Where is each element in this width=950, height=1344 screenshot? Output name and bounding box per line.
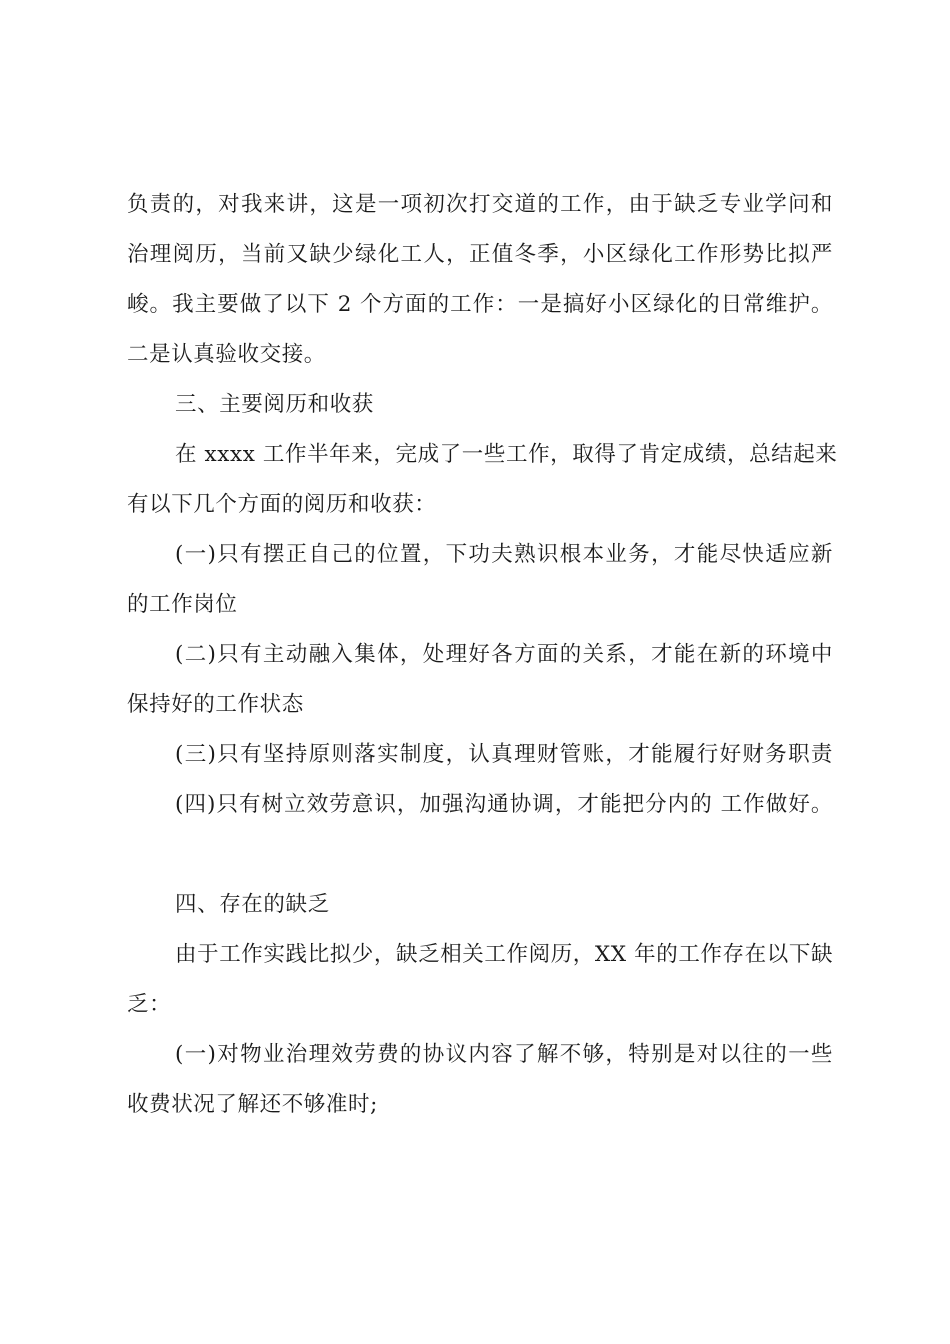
paragraph-line: 二是认真验收交接。 — [127, 342, 326, 367]
list-item-line: (二)只有主动融入集体，处理好各方面的关系，才能在新的环境中 — [175, 642, 833, 667]
paragraph-line: 由于工作实践比拟少，缺乏相关工作阅历，XX 年的工作存在以下缺 — [175, 942, 834, 967]
paragraph-line: 在 xxxx 工作半年来，完成了一些工作，取得了肯定成绩，总结起来 — [175, 442, 838, 467]
list-item-line: 收费状况了解还不够准时; — [127, 1092, 378, 1117]
paragraph-line: 乏： — [127, 992, 172, 1017]
list-item-line: 的工作岗位 — [127, 592, 238, 617]
paragraph-line: 治理阅历，当前又缺少绿化工人，正值冬季，小区绿化工作形势比拟严 — [127, 242, 833, 267]
section-heading: 四、存在的缺乏 — [175, 892, 330, 917]
paragraph-line: 峻。我主要做了以下 2 个方面的工作：一是搞好小区绿化的日常维护。 — [127, 292, 833, 317]
paragraph-line: 有以下几个方面的阅历和收获： — [127, 492, 437, 517]
list-item-line: (一)只有摆正自己的位置，下功夫熟识根本业务，才能尽快适应新 — [175, 542, 833, 567]
list-item-line: (四)只有树立效劳意识，加强沟通协调，才能把分内的 工作做好。 — [175, 792, 833, 817]
paragraph-line: 负责的，对我来讲，这是一项初次打交道的工作，由于缺乏专业学问和 — [127, 192, 833, 217]
section-heading: 三、主要阅历和收获 — [175, 392, 374, 417]
list-item-line: (一)对物业治理效劳费的协议内容了解不够，特别是对以往的一些 — [175, 1042, 833, 1067]
list-item-line: 保持好的工作状态 — [127, 692, 304, 717]
list-item-line: (三)只有坚持原则落实制度，认真理财管账，才能履行好财务职责 — [175, 742, 833, 767]
